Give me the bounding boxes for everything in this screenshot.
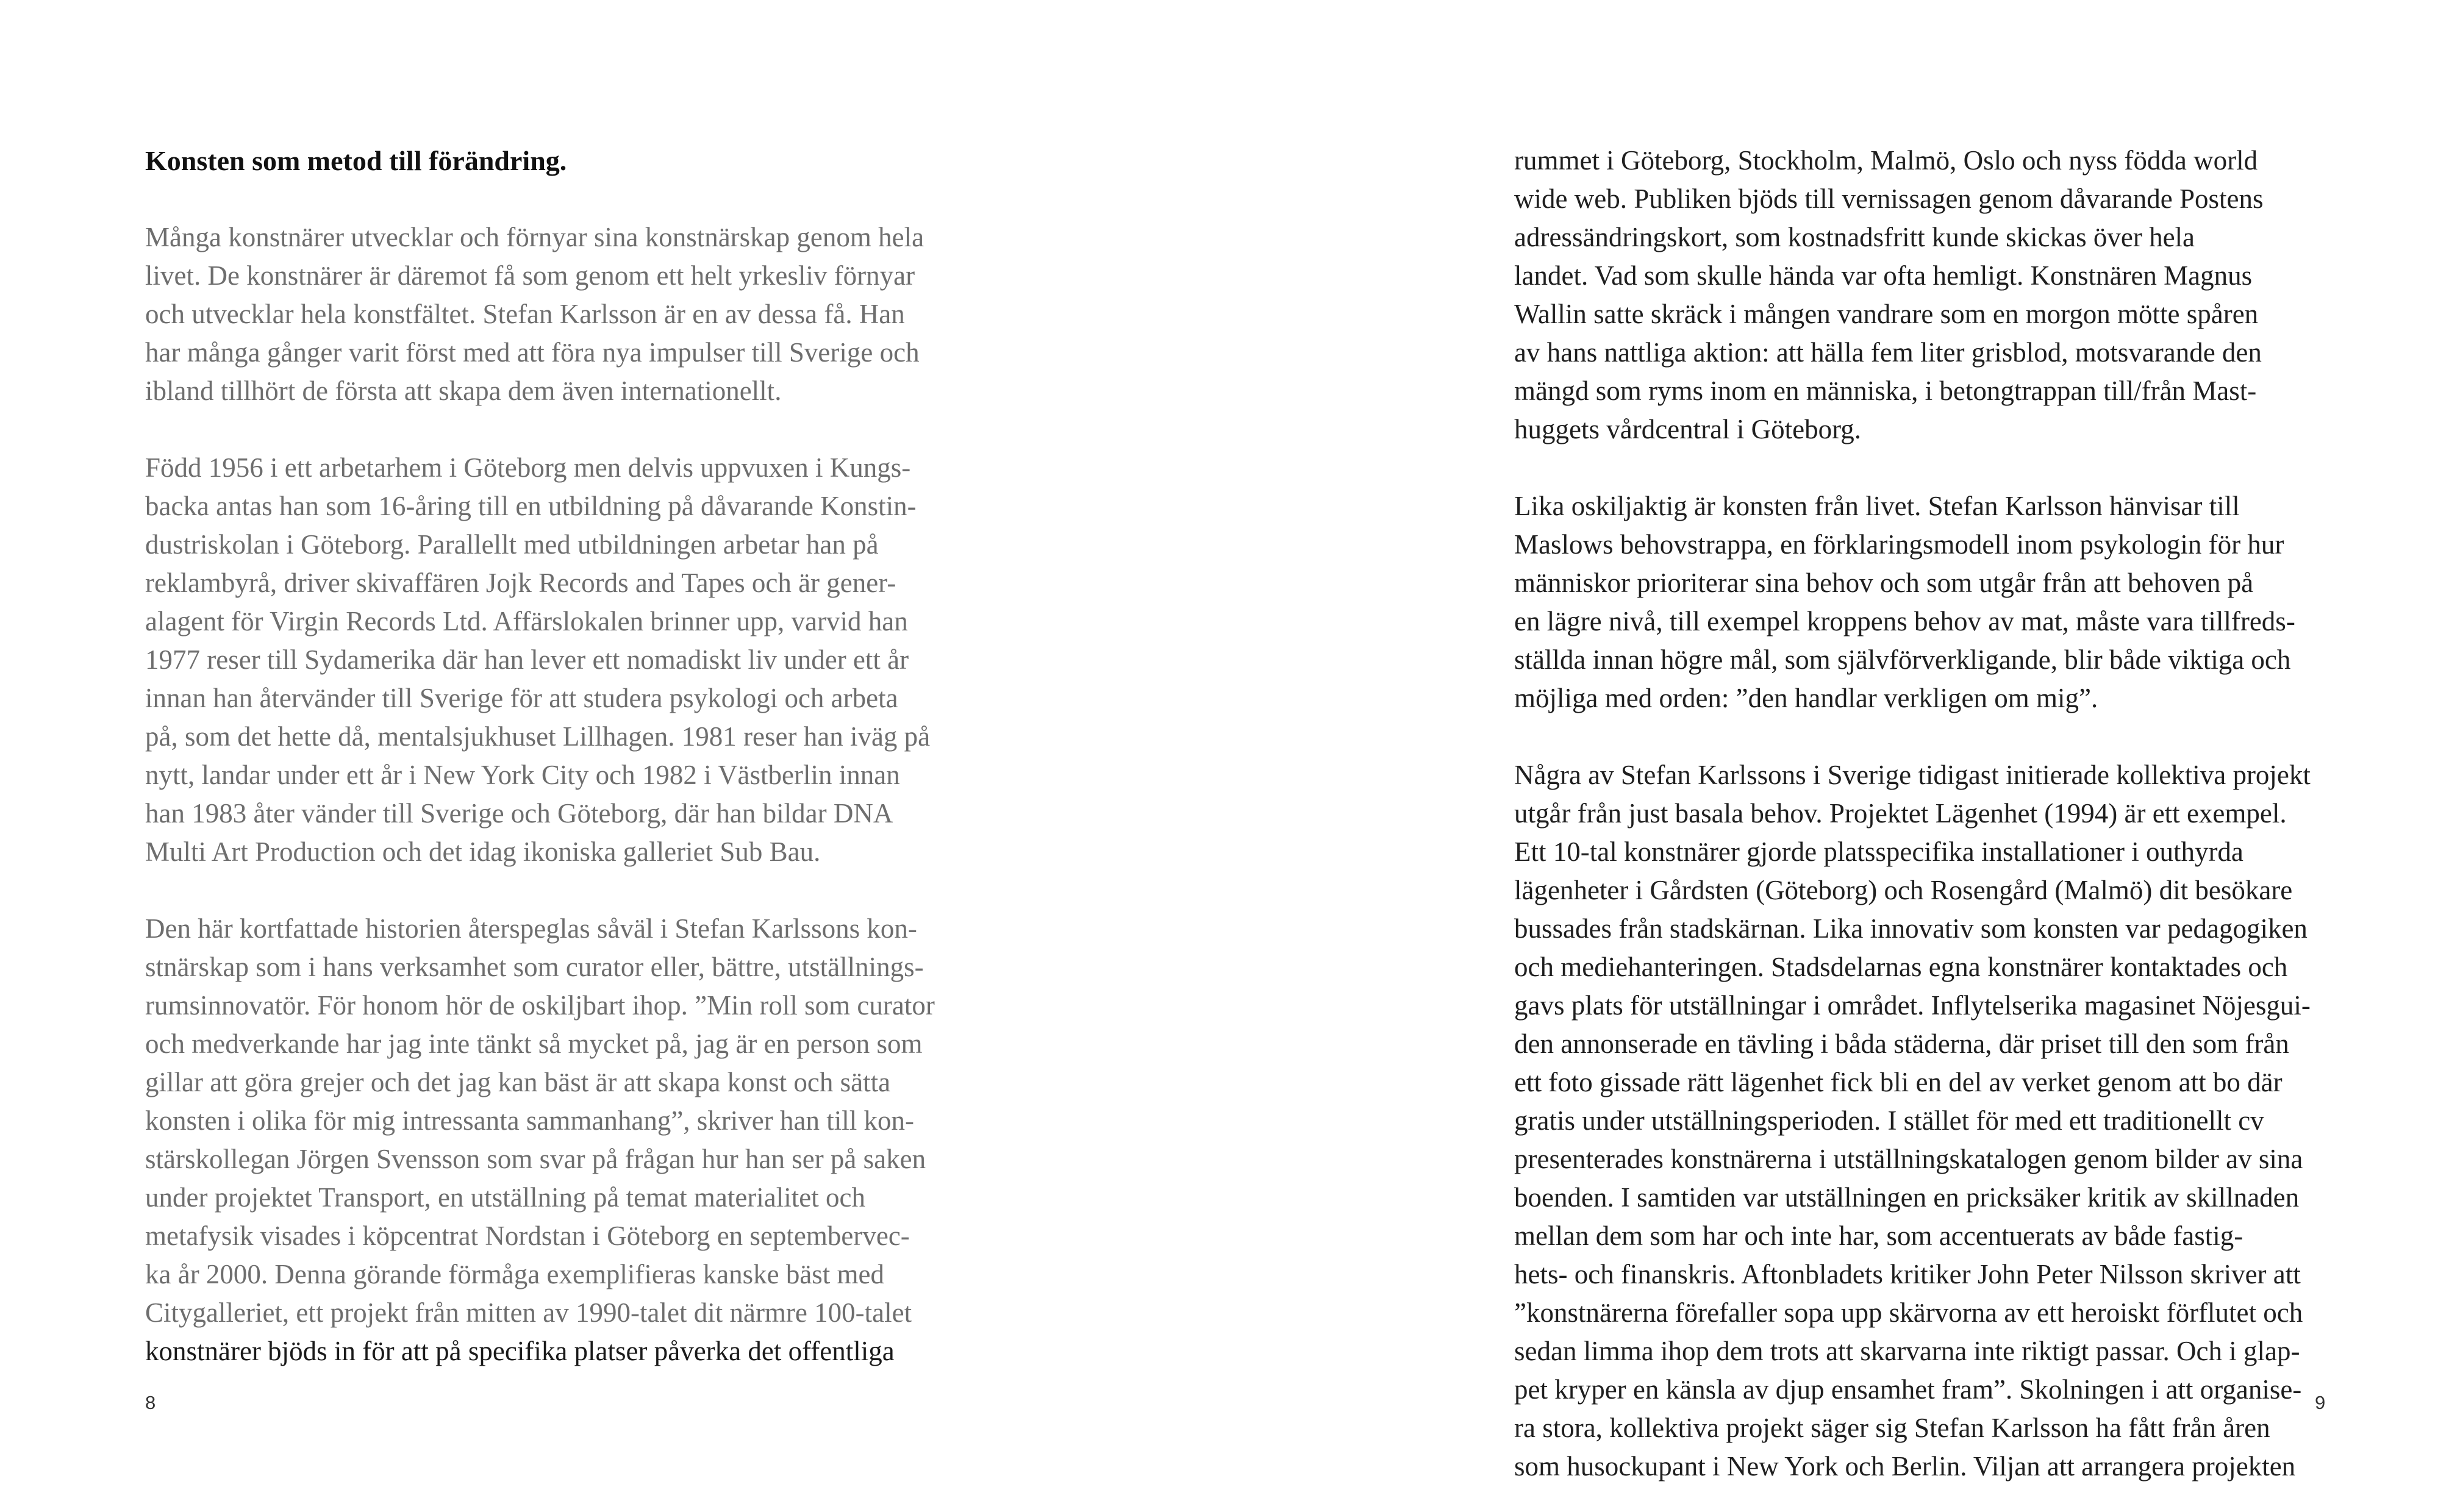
paragraph-gap [145, 180, 974, 218]
text-line: ett foto gissade rätt lägenhet fick bli en del av verket genom att bo där [1514, 1067, 2283, 1097]
text-line: boenden. I samtiden var utställningen en pricksäker kritik av skillnaden [1514, 1182, 2300, 1213]
text-line: innan han återvänder till Sverige för att studera psykologi och arbeta [145, 683, 898, 713]
text-line: stärskollegan Jörgen Svensson som svar på frågan hur han ser på saken [145, 1144, 926, 1174]
text-line: ka år 2000. Denna görande förmåga exemplifieras kanske bäst med [145, 1259, 885, 1289]
text-line: och utvecklar hela konstfältet. Stefan Karlsson är en av dessa få. Han [145, 299, 905, 329]
text-line: ibland tillhört de första att skapa dem även internationellt. [145, 376, 782, 406]
text-line: under projektet Transport, en utställning på temat materialitet och [145, 1182, 865, 1213]
text-line: gavs plats för utställningar i området. Inflytelserika magasinet Nöjesgui- [1514, 990, 2311, 1021]
text-line: han 1983 åter vänder till Sverige och Göteborg, där han bildar DNA [145, 798, 893, 829]
text-line: på, som det hette då, mentalsjukhuset Lillhagen. 1981 reser han iväg på [145, 721, 931, 752]
right-paragraph-3 [1514, 756, 2344, 1486]
text-line: pet kryper en känsla av djup ensamhet fram”. Skolningen i att organise- [1514, 1374, 2302, 1405]
text-line: Multi Art Production och det idag ikoniska galleriet Sub Bau. [145, 836, 821, 867]
text-line: ställda innan högre mål, som självförverkligande, blir både viktiga och [1514, 644, 2291, 675]
text-line: backa antas han som 16-åring till en utbildning på dåvarande Konstin- [145, 491, 917, 521]
text-line: presenterades konstnärerna i utställningskatalogen genom bilder av sina [1514, 1144, 2303, 1174]
text-line: möjliga med orden: ”den handlar verkligen om mig”. [1514, 683, 2098, 713]
page-number-right: 9 [2315, 1392, 2326, 1413]
text-line: rummet i Göteborg, Stockholm, Malmö, Oslo och nyss födda world [1514, 145, 2258, 176]
left-page [0, 0, 1224, 1512]
right-paragraph-2 [1514, 487, 2344, 718]
text-line: ”konstnärerna förefaller sopa upp skärvorna av ett heroiskt förflutet och [1514, 1297, 2303, 1328]
text-line: alagent för Virgin Records Ltd. Affärslokalen brinner upp, varvid han [145, 606, 908, 637]
text-line: Lika oskiljaktig är konsten från livet. Stefan Karlsson hänvisar till [1514, 491, 2240, 521]
text-line: livet. De konstnärer är däremot få som genom ett helt yrkesliv förnyar [145, 260, 915, 291]
section-heading: Konsten som metod till förändring. [145, 145, 567, 176]
text-line: konsten i olika för mig intressanta sammanhang”, skriver han till kon- [145, 1105, 914, 1136]
right-text-column [1514, 141, 2344, 1486]
text-line: har många gånger varit först med att föra nya impulser till Sverige och [145, 337, 920, 368]
text-line: wide web. Publiken bjöds till vernissagen genom dåvarande Postens [1514, 184, 2264, 214]
left-paragraph-1 [145, 218, 974, 410]
text-line: konstnärer bjöds in för att på specifika platser påverka det offentliga [145, 1336, 895, 1366]
text-line: bussades från stadskärnan. Lika innovativ som konsten var pedagogiken [1514, 913, 2308, 944]
text-line: huggets vårdcentral i Göteborg. [1514, 414, 1862, 444]
left-paragraph-3 [145, 910, 974, 1371]
text-line: Den här kortfattade historien återspeglas såväl i Stefan Karlssons kon- [145, 913, 917, 944]
text-line: sedan limma ihop dem trots att skarvarna inte riktigt passar. Och i glap- [1514, 1336, 2300, 1366]
text-line: Wallin satte skräck i mången vandrare som en morgon mötte spåren [1514, 299, 2259, 329]
text-line: lägenheter i Gårdsten (Göteborg) och Rosengård (Malmö) dit besökare [1514, 875, 2293, 905]
text-line: Född 1956 i ett arbetarhem i Göteborg men delvis uppvuxen i Kungs- [145, 452, 911, 483]
text-line: mellan dem som har och inte har, som accentuerats av både fastig- [1514, 1221, 2243, 1251]
paragraph-gap [1514, 449, 2344, 487]
text-line: av hans nattliga aktion: att hälla fem liter grisblod, motsvarande den [1514, 337, 2262, 368]
text-line: Många konstnärer utvecklar och förnyar sina konstnärskap genom hela [145, 222, 924, 252]
text-line: gillar att göra grejer och det jag kan bäst är att skapa konst och sätta [145, 1067, 891, 1097]
text-line: Citygalleriet, ett projekt från mitten av 1990-talet dit närmre 100-talet [145, 1297, 912, 1328]
text-line: rumsinnovatör. För honom hör de oskiljbart ihop. ”Min roll som curator [145, 990, 935, 1021]
left-paragraph-2 [145, 449, 974, 871]
paragraph-gap [145, 410, 974, 449]
right-page [1224, 0, 2449, 1512]
text-line: nytt, landar under ett år i New York City och 1982 i Västberlin innan [145, 760, 900, 790]
text-line: reklambyrå, driver skivaffären Jojk Records and Tapes och är gener- [145, 568, 896, 598]
text-line: stnärskap som i hans verksamhet som curator eller, bättre, utställnings- [145, 952, 924, 982]
text-line: en lägre nivå, till exempel kroppens behov av mat, måste vara tillfreds- [1514, 606, 2295, 637]
text-line: adressändringskort, som kostnadsfritt kunde skickas över hela [1514, 222, 2195, 252]
text-line: ra stora, kollektiva projekt säger sig Stefan Karlsson ha fått från åren [1514, 1413, 2270, 1443]
text-line: och mediehanteringen. Stadsdelarnas egna konstnärer kontaktades och [1514, 952, 2288, 982]
page-number-left: 8 [145, 1392, 156, 1413]
text-line: metafysik visades i köpcentrat Nordstan i Göteborg en septembervec- [145, 1221, 910, 1251]
text-line: mängd som ryms inom en människa, i betongtrappan till/från Mast- [1514, 376, 2257, 406]
text-line: Ett 10-tal konstnärer gjorde platsspecifika installationer i outhyrda [1514, 836, 2243, 867]
text-line: och medverkande har jag inte tänkt så mycket på, jag är en person som [145, 1029, 923, 1059]
text-line: Några av Stefan Karlssons i Sverige tidigast initierade kollektiva projekt [1514, 760, 2311, 790]
text-line: 1977 reser till Sydamerika där han lever ett nomadiskt liv under ett år [145, 644, 909, 675]
text-line: som husockupant i New York och Berlin. Viljan att arrangera projekten [1514, 1451, 2296, 1482]
text-line: Maslows behovstrappa, en förklaringsmodell inom psykologin för hur [1514, 529, 2284, 560]
paragraph-gap [145, 871, 974, 910]
left-text-column [145, 141, 974, 1371]
text-line: landet. Vad som skulle hända var ofta hemligt. Konstnären Magnus [1514, 260, 2253, 291]
text-line: den annonserade en tävling i båda städerna, där priset till den som från [1514, 1029, 2289, 1059]
text-line: människor prioriterar sina behov och som utgår från att behoven på [1514, 568, 2254, 598]
text-line: gratis under utställningsperioden. I stället för med ett traditionellt cv [1514, 1105, 2264, 1136]
text-line: hets- och finanskris. Aftonbladets kritiker John Peter Nilsson skriver att [1514, 1259, 2301, 1289]
text-line: dustriskolan i Göteborg. Parallellt med utbildningen arbetar han på [145, 529, 879, 560]
right-paragraph-1 [1514, 141, 2344, 449]
paragraph-gap [1514, 718, 2344, 756]
text-line: utgår från just basala behov. Projektet Lägenhet (1994) är ett exempel. [1514, 798, 2287, 829]
